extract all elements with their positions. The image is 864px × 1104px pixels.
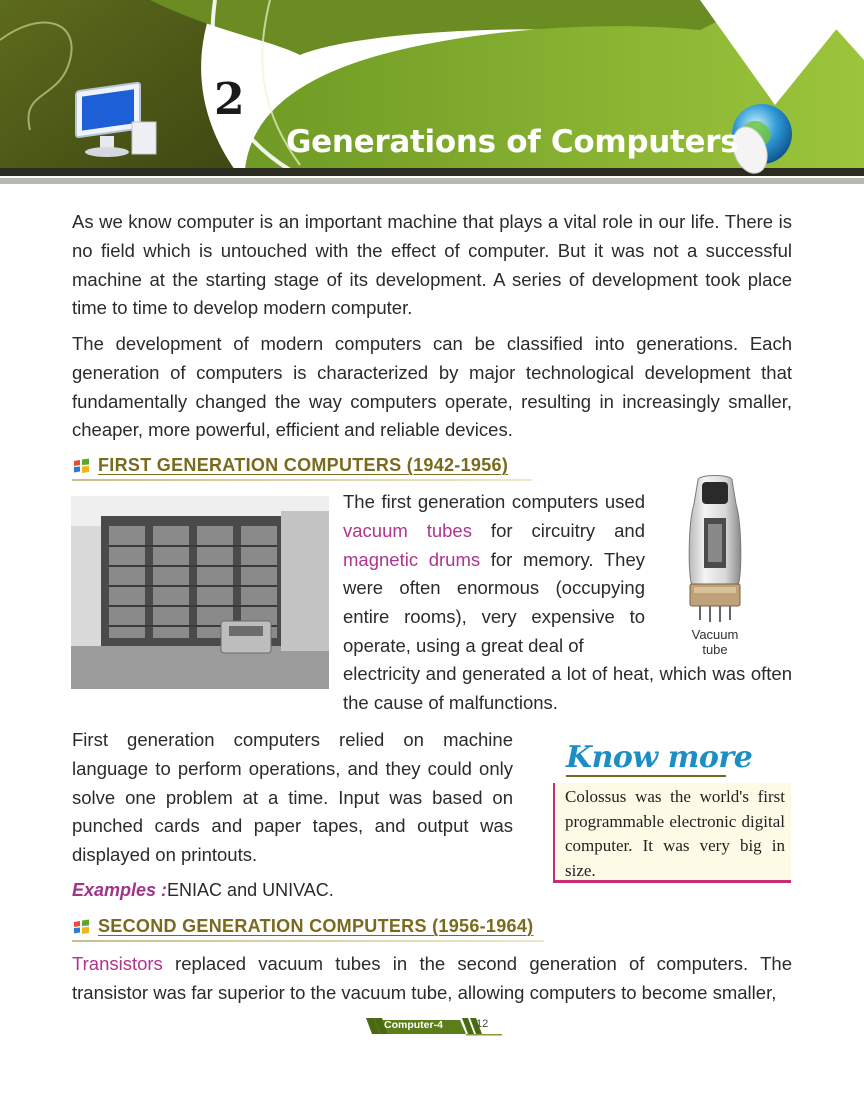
- second-generation-heading-text: SECOND GENERATION COMPUTERS (1956-1964): [98, 916, 534, 936]
- first-generation-paragraph-cont: electricity and generated a lot of heat, which was often the cause of malfunctions.: [343, 663, 792, 713]
- footer-book-title: Computer-4: [384, 1019, 443, 1031]
- text-segment: for memory. They were often enormous (occupying entire rooms), very expensive to operate, using a great deal of: [343, 548, 645, 656]
- page-number: 12: [476, 1018, 489, 1030]
- windows-logo-icon: [72, 918, 92, 936]
- first-generation-computer-photo: [71, 496, 329, 689]
- first-generation-heading: [72, 455, 508, 476]
- text-segment: for circuitry and: [471, 519, 645, 541]
- chapter-title: Generations of Computers: [286, 124, 739, 160]
- vacuum-tube-image: [680, 474, 750, 624]
- text-segment: replaced vacuum tubes in the second generation of computers. The transistor was far superior to the vacuum tube, allowing computers to become smaller,: [72, 953, 792, 1003]
- know-more-box: Colossus was the world's first programmable electronic digital computer. It was very big in size.: [553, 783, 791, 883]
- first-generation-heading-text: FIRST GENERATION COMPUTERS (1942-1956): [98, 455, 509, 475]
- heading-rule: [72, 940, 544, 942]
- chapter-number: 2: [214, 74, 245, 125]
- windows-logo-icon: [72, 457, 92, 475]
- heading-rule: [72, 479, 532, 481]
- caption-line: tube: [702, 642, 728, 657]
- examples-line: [72, 877, 334, 903]
- transistors-term: Transistors: [72, 953, 163, 974]
- intro-paragraph-1: As we know computer is an important machine that plays a vital role in our life. There is no field which is untouched with the effect of computer. But it was not a successful machine at the starting stage of its development. A series of development took place time to time to develop modern computer.: [72, 211, 792, 319]
- first-generation-paragraph-2: First generation computers relied on machine language to perform operations, and they could only solve one problem at a time. Input was based on punched cards and paper tapes, and output was displayed on printouts.: [72, 729, 513, 866]
- second-generation-paragraph: [72, 950, 792, 1008]
- examples-text: ENIAC and UNIVAC.: [167, 880, 334, 900]
- caption-line: Vacuum: [691, 627, 739, 642]
- chapter-banner: [0, 0, 864, 190]
- examples-label: Examples :: [72, 880, 168, 900]
- vacuum-tubes-term: vacuum tubes: [343, 519, 472, 541]
- magnetic-drums-term: magnetic drums: [343, 548, 481, 570]
- vacuum-tube-caption: [682, 627, 748, 657]
- second-generation-heading: [72, 916, 533, 937]
- know-more-underline: [566, 775, 726, 777]
- first-generation-paragraph: [343, 488, 645, 661]
- text-segment: The first generation computers used: [343, 491, 645, 512]
- intro-paragraph-2: The development of modern computers can be classified into generations. Each generation of computers is characterized by major technological development that fundamentally changed the way computers operate, resulting in increasingly smaller, cheaper, more powerful, efficient and reliable devices.: [72, 333, 792, 441]
- know-more-title: Know more: [566, 740, 753, 775]
